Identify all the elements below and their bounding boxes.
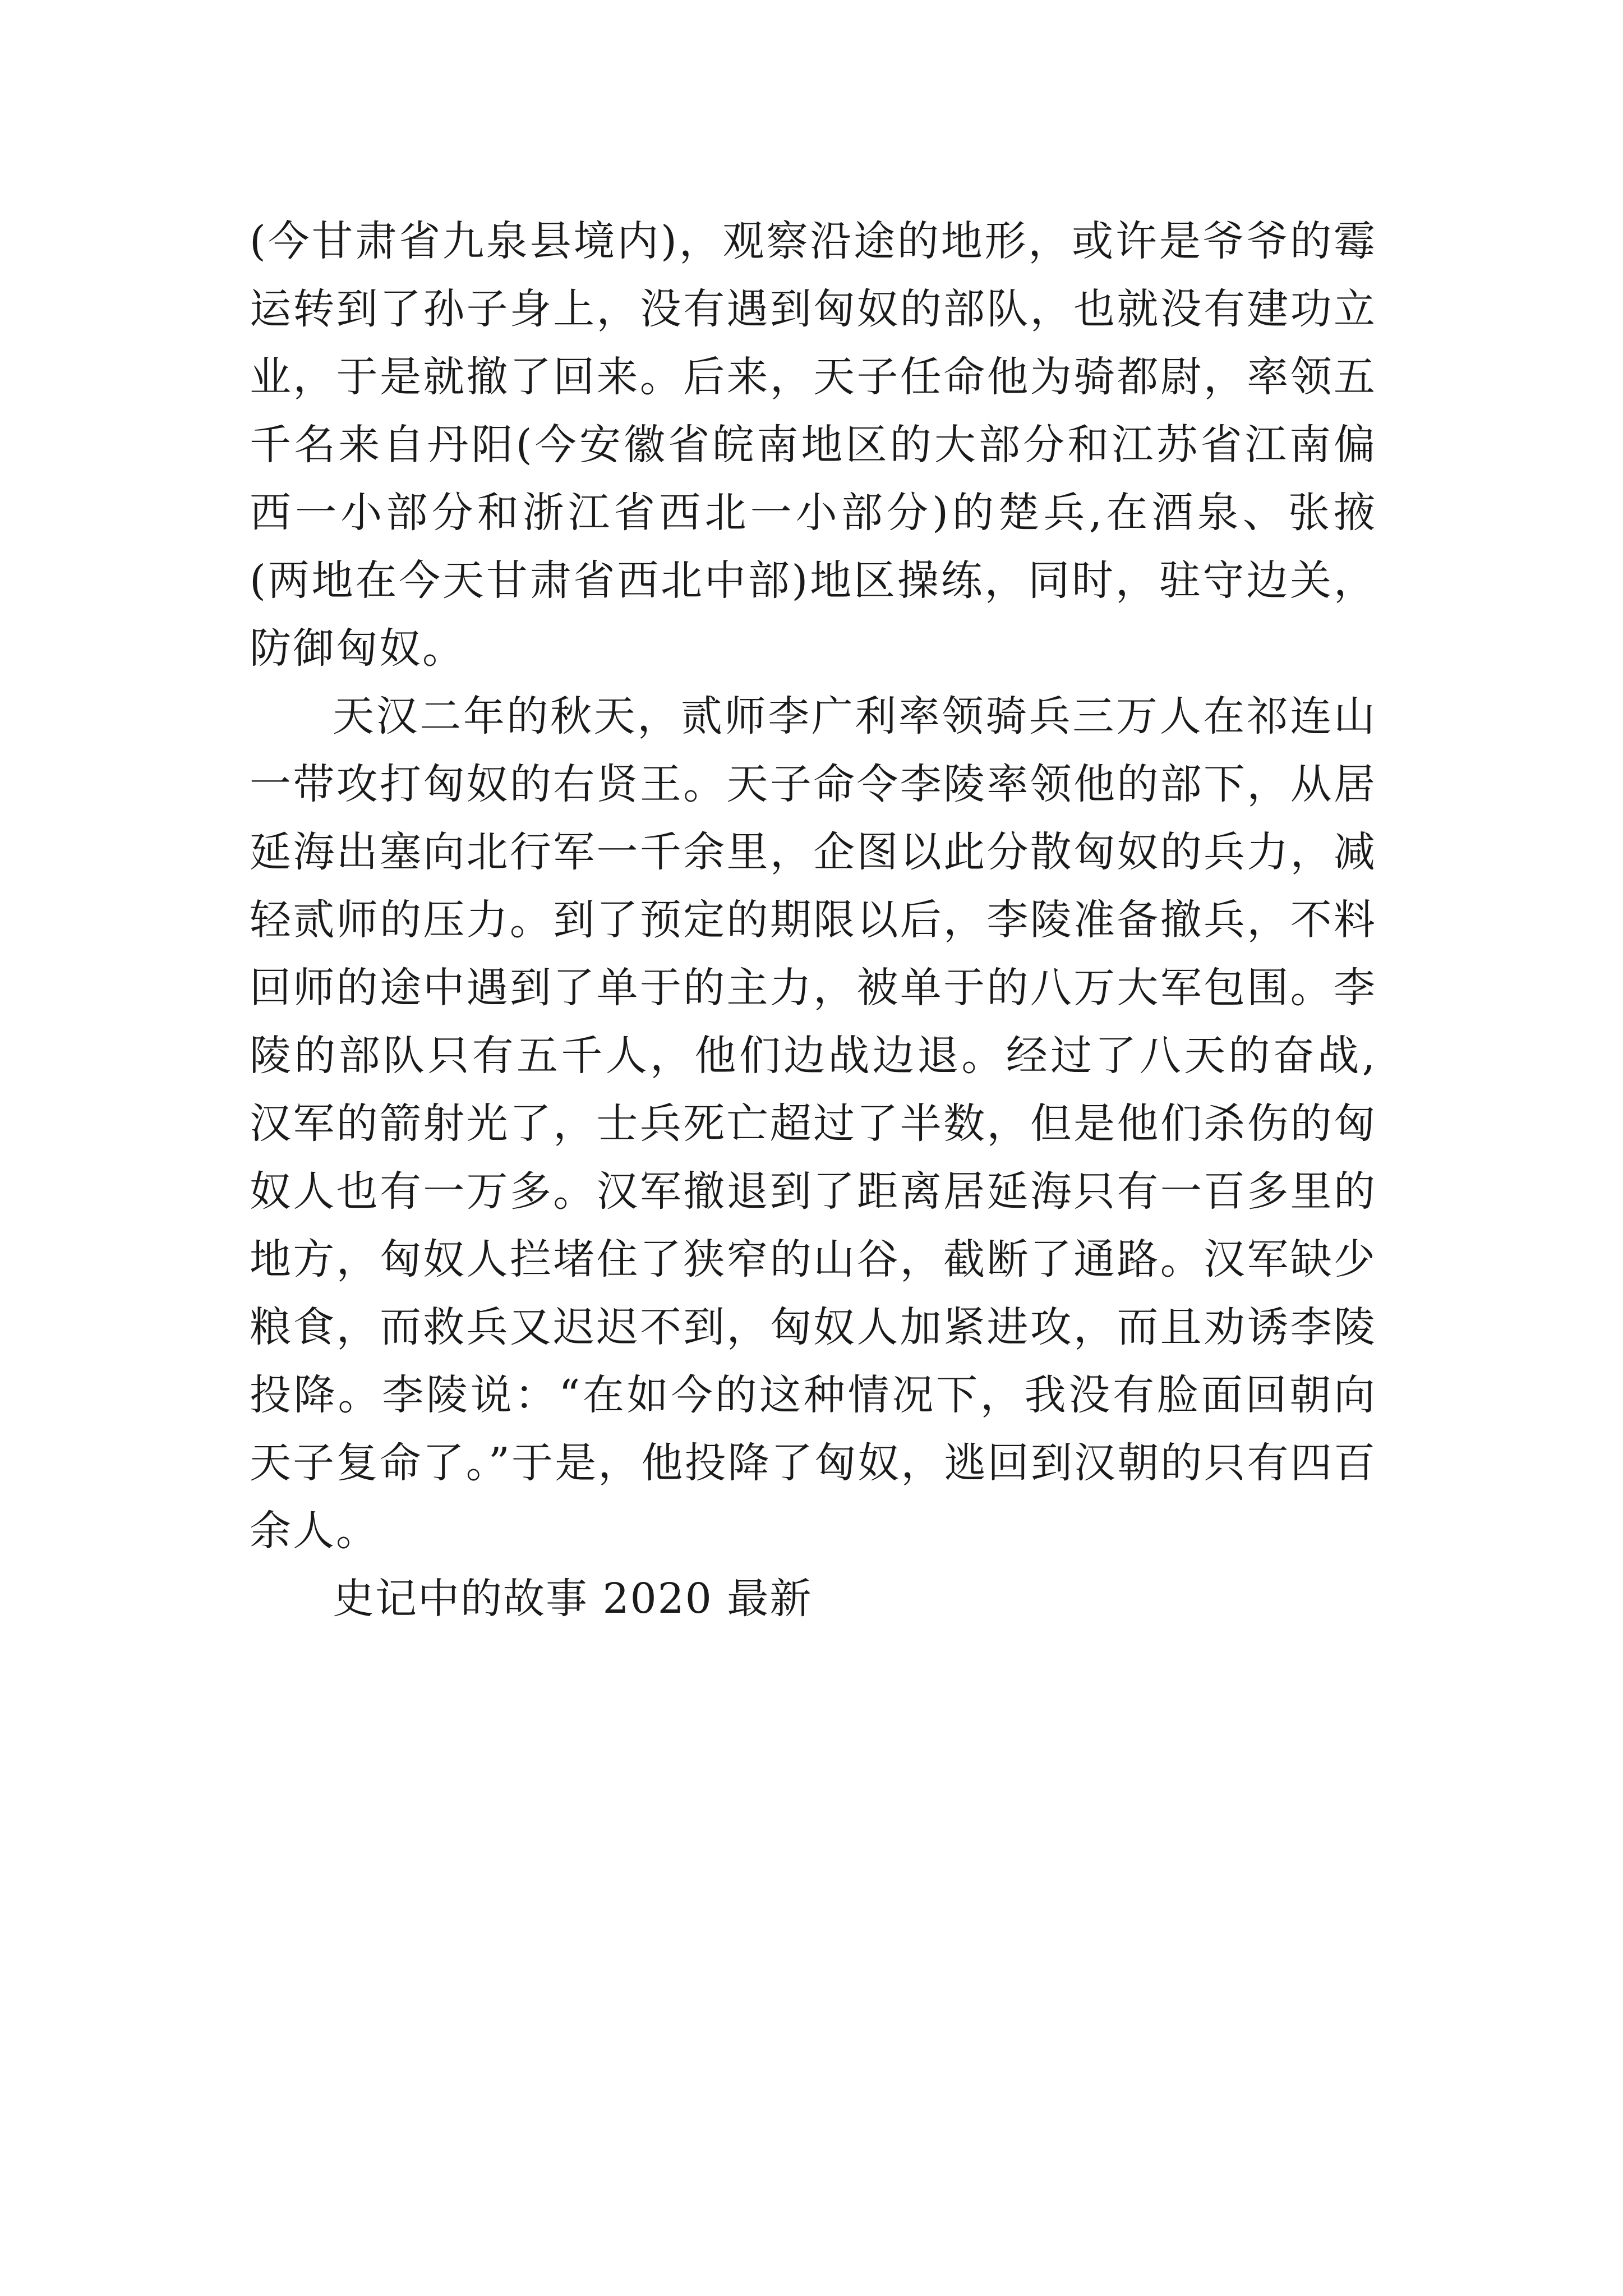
- paragraph-continuation: (今甘肃省九泉县境内)，观察沿途的地形，或许是爷爷的霉运转到了孙子身上，没有遇到匈奴的部队，也就没有建功立业，于是就撤了回来。后来，天子任命他为骑都尉，率领五千名来自丹阳(今安徽省皖南地区的大部分和江苏省江南偏西一小部分和浙江省西北一小部分)的楚兵,在酒泉、张掖(两地在今天甘肃省西北中部)地区操练，同时，驻守边关，防御匈奴。: [250, 217, 1377, 673]
- paragraph-tianhan: 天汉二年的秋天，贰师李广利率领骑兵三万人在祁连山一带攻打匈奴的右贤王。天子命令李陵率领他的部下，从居延海出塞向北行军一千余里，企图以此分散匈奴的兵力，减轻贰师的压力。到了预定的期限以后，李陵准备撤兵，不料回师的途中遇到了单于的主力，被单于的八万大军包围。李陵的部队只有五千人，他们边战边退。经过了八天的奋战,汉军的箭射光了，士兵死亡超过了半数，但是他们杀伤的匈奴人也有一万多。汉军撤退到了距离居延海只有一百多里的地方，匈奴人拦堵住了狭窄的山谷，截断了通路。汉军缺少粮食，而救兵又迟迟不到，匈奴人加紧进攻，而且劝诱李陵投降。李陵说：“在如今的这种情况下，我没有脸面回朝向天子复命了。”于是，他投降了匈奴，逃回到汉朝的只有四百余人。: [250, 692, 1377, 1555]
- document-footer-title: 史记中的故事 2020 最新: [333, 1575, 813, 1623]
- document-body: [250, 208, 1377, 1633]
